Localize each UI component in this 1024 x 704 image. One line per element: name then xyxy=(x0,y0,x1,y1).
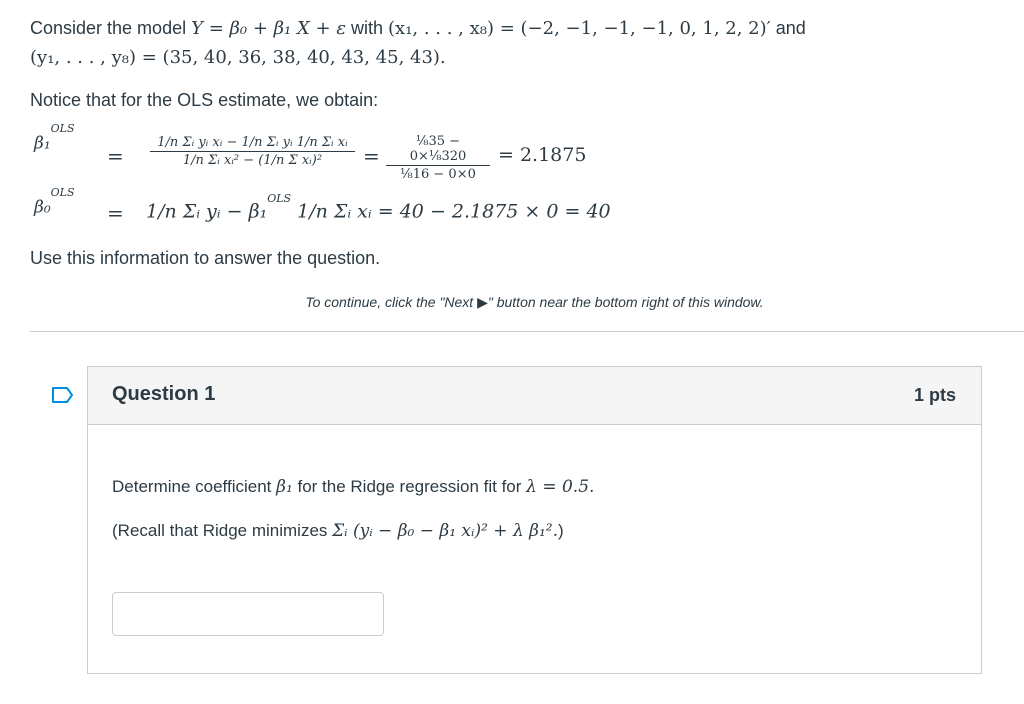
question-points: 1 pts xyxy=(913,385,956,405)
beta1-fraction-2 xyxy=(386,134,490,182)
question-card xyxy=(87,366,982,674)
beta0-rhs-superscript: OLS xyxy=(267,192,292,205)
beta1-fraction-1-denominator: 1/n Σᵢ xᵢ² − (1/n Σ xᵢ)² xyxy=(182,153,323,168)
ridge-formula: Σᵢ (yᵢ − β₀ − β₁ xᵢ)² + λ β₁². xyxy=(332,521,558,541)
intro-with: with xyxy=(346,18,389,38)
beta1-ols-label xyxy=(34,122,75,154)
beta0-rhs-part-b: 1/n Σᵢ xᵢ = 40 − 2.1875 × 0 = 40 xyxy=(297,200,611,223)
beta1-fraction-1-numerator: 1/n Σᵢ yᵢ xᵢ − 1/n Σᵢ yᵢ 1/n Σᵢ xᵢ xyxy=(150,135,355,152)
question-coefficient: β₁ xyxy=(276,477,293,497)
intro-paragraph xyxy=(30,14,990,72)
recall-suffix: ) xyxy=(557,521,564,540)
question-lambda: λ = 0.5. xyxy=(526,477,595,497)
question-text-suffix: for the Ridge regression fit for xyxy=(292,477,527,496)
beta0-rhs-part-a: 1/n Σᵢ yᵢ − β₁ xyxy=(146,200,268,223)
beta0-symbol: β₀ xyxy=(34,197,51,218)
beta1-fraction-2-denominator: ⅛16 − 0×0 xyxy=(400,167,476,182)
use-info-text: Use this information to answer the question. xyxy=(30,248,381,268)
beta0-superscript: OLS xyxy=(50,186,75,199)
question-recall xyxy=(112,521,564,541)
continue-instruction: To continue, click the "Next ▶" button near the bottom right of this window. xyxy=(305,294,764,310)
question-header xyxy=(88,367,981,425)
notice-text: Notice that for the OLS estimate, we obtain: xyxy=(30,90,379,110)
question-text-prefix: Determine coefficient xyxy=(112,477,277,496)
section-divider xyxy=(30,331,1024,332)
beta1-fraction-2-numerator: ⅛35 − 0×⅛320 xyxy=(386,134,490,166)
beta1-fraction-1 xyxy=(150,135,355,168)
question-title: Question 1 xyxy=(112,383,216,405)
flag-question-icon[interactable] xyxy=(51,386,75,404)
equals-sign-2: = xyxy=(363,144,380,168)
beta1-result: = 2.1875 xyxy=(498,144,587,166)
beta1-symbol: β₁ xyxy=(34,133,51,154)
model-equation: Y = β₀ + β₁ X + ε xyxy=(191,18,346,39)
y-vector: (y₁, . . . , y₈) = (35, 40, 36, 38, 40, 43, 45, 43). xyxy=(30,47,446,68)
beta1-superscript: OLS xyxy=(50,122,75,135)
intro-prefix: Consider the model xyxy=(30,18,192,38)
answer-input[interactable] xyxy=(112,592,384,636)
intro-and: and xyxy=(770,18,806,38)
recall-prefix: (Recall that Ridge minimizes xyxy=(112,521,333,540)
beta0-ols-label xyxy=(34,186,75,218)
equals-sign-1: = xyxy=(107,144,124,168)
question-text xyxy=(112,477,594,497)
x-vector: (x₁, . . . , x₈) = (−2, −1, −1, −1, 0, 1, 2, 2)′ xyxy=(388,18,771,39)
beta0-rhs xyxy=(146,192,611,223)
equals-sign-3: = xyxy=(107,201,124,225)
